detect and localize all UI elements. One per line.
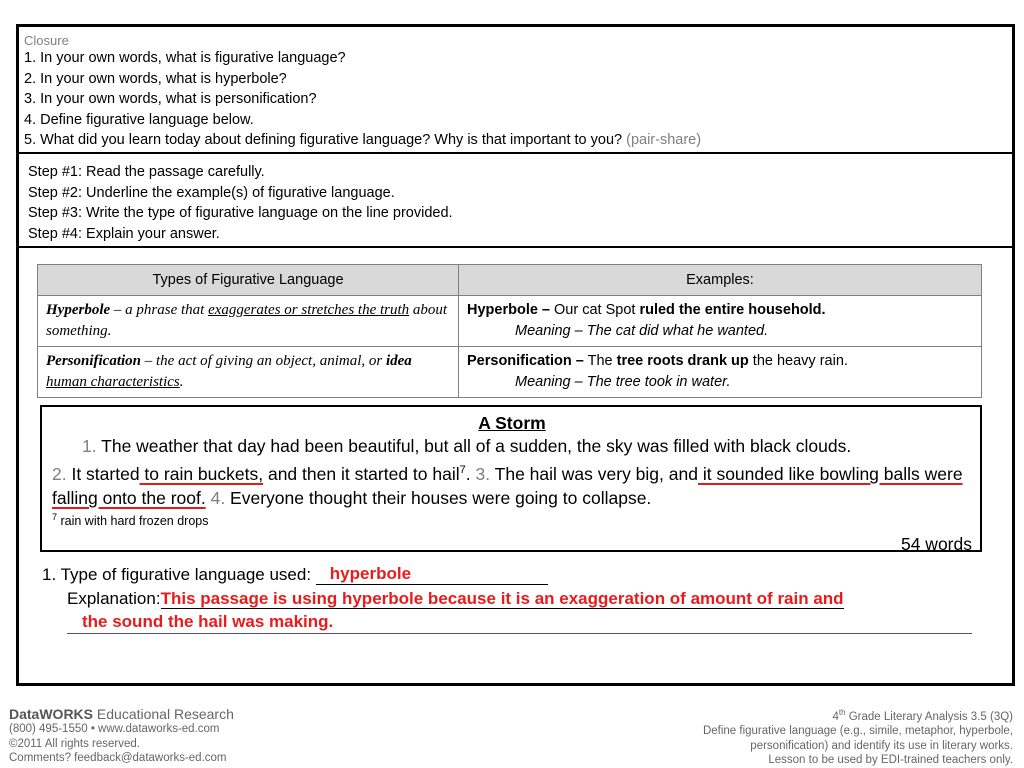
underlined-phrase: it sounded like bowling balls were falling onto the roof. bbox=[52, 463, 963, 508]
brand-name: Educational Research bbox=[93, 706, 234, 722]
brand-logo: DataWORKS bbox=[9, 706, 94, 722]
table-row bbox=[38, 296, 982, 347]
explanation-value[interactable]: This passage is using hyperbole because it is an exaggeration of amount of rain and bbox=[160, 589, 844, 608]
question-label: 1. Type of figurative language used: bbox=[42, 565, 316, 584]
sentence: and then it started to hail bbox=[263, 463, 460, 484]
explanation-line bbox=[67, 589, 977, 609]
ex-bold: tree roots drank up bbox=[616, 353, 749, 369]
footnote-mark: 7 bbox=[52, 511, 58, 522]
explanation-value-2: the sound the hail was making. bbox=[82, 612, 334, 631]
step-2: Step #2: Underline the example(s) of figurative language. bbox=[28, 184, 395, 201]
hyperbole-definition bbox=[38, 296, 459, 347]
passage-title: A Storm bbox=[478, 413, 546, 433]
closure-q2: 2. In your own words, what is hyperbole? bbox=[24, 70, 287, 87]
closure-q1: 1. In your own words, what is figurative language? bbox=[24, 50, 346, 66]
word-count: 54 words bbox=[900, 533, 972, 554]
ex-label: Personification – bbox=[467, 353, 584, 369]
footer-right bbox=[703, 706, 1013, 768]
footnote: rain with hard frozen drops bbox=[57, 513, 209, 528]
ex-text: The bbox=[583, 353, 617, 369]
step-3: Step #3: Write the type of figurative language on the line provided. bbox=[28, 205, 453, 221]
standard-line: Define figurative language (e.g., simile, metaphor, hyperbole, bbox=[702, 725, 1013, 738]
grade-sup: th bbox=[838, 708, 846, 717]
footnote-mark: 7 bbox=[459, 464, 466, 476]
def-underlined: human characteristics bbox=[46, 374, 180, 390]
underlined-phrase: to rain buckets, bbox=[139, 463, 264, 484]
footer-copyright: ©2011 All rights reserved. bbox=[9, 737, 140, 750]
sentence: The weather that day had been beautiful, but all of a sudden, the sky was filled with black clouds. bbox=[96, 436, 852, 456]
def-text: – the act of giving an object, animal, or bbox=[141, 353, 386, 369]
ex-text: Our cat Spot bbox=[550, 302, 640, 318]
sentence: The hail was very big, and bbox=[490, 463, 698, 484]
closure-q3: 3. In your own words, what is personification? bbox=[24, 91, 317, 107]
closure-section bbox=[19, 27, 1012, 154]
answer-type-line bbox=[42, 564, 548, 585]
def-text: – a phrase that bbox=[110, 302, 209, 318]
passage-box bbox=[40, 405, 982, 552]
explanation-line-2[interactable] bbox=[67, 612, 972, 634]
term: Hyperbole bbox=[46, 302, 111, 318]
meaning: Meaning – The tree took in water. bbox=[515, 374, 731, 390]
def-bold: idea bbox=[385, 353, 412, 369]
usage-note: Lesson to be used by EDI-trained teachers only. bbox=[768, 754, 1013, 767]
footer-left bbox=[9, 706, 234, 766]
closure-q5: 5. What did you learn today about defining figurative language? Why is that important to you? bbox=[24, 132, 623, 148]
personification-definition bbox=[38, 347, 459, 398]
hyperbole-example bbox=[459, 296, 982, 347]
closure-q4: 4. Define figurative language below. bbox=[24, 111, 254, 128]
footer-comments: Comments? feedback@dataworks-ed.com bbox=[9, 752, 227, 764]
sentence-number: 1. bbox=[82, 436, 97, 456]
def-text: about something. bbox=[46, 302, 448, 339]
step-4: Step #4: Explain your answer. bbox=[28, 225, 220, 242]
sentence-number: 2. bbox=[52, 463, 67, 484]
def-text: . bbox=[179, 374, 184, 390]
figurative-language-table bbox=[37, 264, 982, 398]
explanation-label: Explanation: bbox=[67, 589, 161, 608]
answer-type-field[interactable] bbox=[316, 564, 548, 585]
ex-text: the heavy rain. bbox=[748, 353, 848, 369]
ex-bold: ruled the entire household. bbox=[639, 302, 826, 318]
term: Personification bbox=[46, 353, 142, 369]
sentence: . bbox=[465, 463, 471, 484]
sentence-number: 3. bbox=[470, 463, 491, 484]
def-underlined: exaggerates or stretches the truth bbox=[208, 302, 410, 318]
meaning: Meaning – The cat did what he wanted. bbox=[515, 323, 769, 339]
personification-example bbox=[459, 347, 982, 398]
standard-line: personification) and identify its use in literary works. bbox=[750, 739, 1013, 752]
table-row bbox=[38, 347, 982, 398]
ex-label: Hyperbole – bbox=[467, 302, 550, 318]
sentence: It started bbox=[66, 463, 140, 484]
sentence: Everyone thought their houses were going to collapse. bbox=[225, 487, 652, 508]
footer-contact: (800) 495-1550 • www.dataworks-ed.com bbox=[9, 723, 220, 735]
closure-label: Closure bbox=[24, 33, 69, 48]
pair-share: (pair-share) bbox=[626, 132, 702, 148]
sentence-number: 4. bbox=[205, 487, 226, 508]
grade: 4 bbox=[832, 710, 839, 723]
answer-type-value: hyperbole bbox=[329, 564, 412, 583]
header-examples: Examples: bbox=[459, 265, 982, 296]
header-types: Types of Figurative Language bbox=[38, 265, 459, 296]
lesson-title: Grade Literary Analysis 3.5 (3Q) bbox=[845, 710, 1013, 723]
steps-section bbox=[19, 155, 1012, 248]
step-1: Step #1: Read the passage carefully. bbox=[28, 164, 265, 180]
